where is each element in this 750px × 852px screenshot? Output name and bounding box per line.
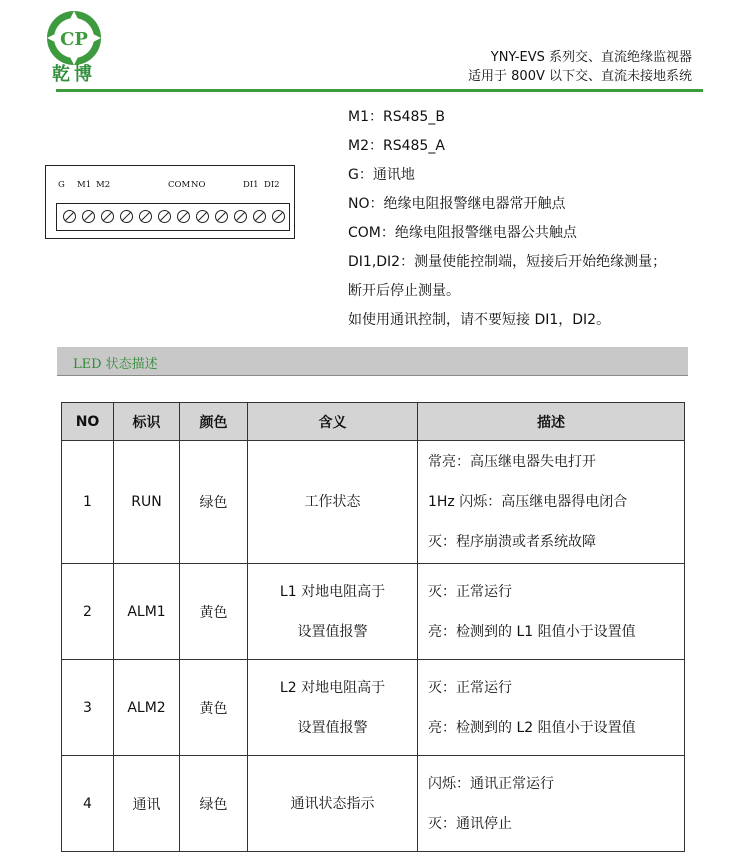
cell-no: 4 bbox=[62, 756, 114, 852]
meaning-line: 通讯状态指示 bbox=[290, 795, 375, 812]
col-header-meaning: 含义 bbox=[248, 403, 418, 441]
screw-icon bbox=[196, 210, 209, 223]
desc-line: 灭：正常运行 bbox=[428, 679, 512, 696]
document-header bbox=[468, 48, 692, 86]
screw-icon bbox=[101, 210, 114, 223]
meaning-line: L2 对地电阻高于 bbox=[279, 679, 386, 696]
table-row bbox=[62, 441, 685, 564]
meaning-line: 设置值报警 bbox=[297, 623, 368, 640]
col-header-no: NO bbox=[62, 403, 114, 441]
terminal-label-m1: M1 bbox=[77, 180, 92, 190]
cell-mark: ALM2 bbox=[114, 660, 180, 756]
pin-desc-com: COM：绝缘电阻报警继电器公共触点 bbox=[348, 225, 577, 241]
led-status-table bbox=[61, 402, 685, 852]
product-scope: 适用于 800V 以下交、直流未接地系统 bbox=[468, 69, 692, 84]
screw-icon bbox=[177, 210, 190, 223]
cell-meaning bbox=[248, 564, 418, 660]
logo-initials: CP bbox=[60, 29, 88, 50]
screw-icon bbox=[82, 210, 95, 223]
terminal-label-di2: DI2 bbox=[264, 180, 280, 190]
section-title: LED 状态描述 bbox=[73, 357, 158, 372]
screw-icon bbox=[253, 210, 266, 223]
cell-mark: 通讯 bbox=[114, 756, 180, 852]
cell-meaning bbox=[248, 660, 418, 756]
terminal-label-com: COM bbox=[168, 180, 191, 190]
desc-line: 亮：检测到的 L1 阻值小于设置值 bbox=[428, 623, 636, 640]
table-header-row bbox=[62, 403, 685, 441]
cell-desc bbox=[418, 441, 685, 564]
cell-desc bbox=[418, 756, 685, 852]
pin-desc-g: G：通讯地 bbox=[348, 167, 415, 183]
cell-color: 黄色 bbox=[180, 564, 248, 660]
screw-icon bbox=[215, 210, 228, 223]
brand-name: 乾博 bbox=[52, 64, 96, 85]
table-row bbox=[62, 564, 685, 660]
cell-no: 1 bbox=[62, 441, 114, 564]
terminal-label-g: G bbox=[58, 180, 65, 190]
cell-color: 绿色 bbox=[180, 441, 248, 564]
cell-color: 绿色 bbox=[180, 756, 248, 852]
screw-icon bbox=[120, 210, 133, 223]
desc-line: 灭：正常运行 bbox=[428, 583, 512, 600]
terminal-label-di1: DI1 bbox=[243, 180, 259, 190]
cell-no: 2 bbox=[62, 564, 114, 660]
pin-desc-di-cont: 断开后停止测量。 bbox=[348, 283, 460, 299]
pin-description-list bbox=[348, 103, 666, 335]
screw-icon bbox=[272, 210, 285, 223]
header-divider bbox=[56, 89, 703, 92]
pin-desc-m1: M1：RS485_B bbox=[348, 109, 445, 125]
cell-mark: ALM1 bbox=[114, 564, 180, 660]
cell-mark: RUN bbox=[114, 441, 180, 564]
table-row bbox=[62, 660, 685, 756]
product-line: YNY-EVS 系列交、直流绝缘监视器 bbox=[490, 50, 692, 65]
screw-icon bbox=[234, 210, 247, 223]
col-header-mark: 标识 bbox=[114, 403, 180, 441]
desc-line: 1Hz 闪烁：高压继电器得电闭合 bbox=[428, 494, 628, 510]
cell-desc bbox=[418, 660, 685, 756]
cell-desc bbox=[418, 564, 685, 660]
pin-note: 如使用通讯控制，请不要短接 DI1，DI2。 bbox=[348, 312, 611, 328]
screw-icon bbox=[63, 210, 76, 223]
pin-desc-m2: M2：RS485_A bbox=[348, 138, 445, 154]
desc-line: 常亮：高压继电器失电打开 bbox=[428, 454, 596, 470]
desc-line: 亮：检测到的 L2 阻值小于设置值 bbox=[428, 719, 636, 736]
cell-meaning bbox=[248, 756, 418, 852]
cell-color: 黄色 bbox=[180, 660, 248, 756]
col-header-color: 颜色 bbox=[180, 403, 248, 441]
meaning-line: L1 对地电阻高于 bbox=[279, 583, 386, 600]
meaning-line: 设置值报警 bbox=[297, 719, 368, 736]
section-header-bar bbox=[57, 347, 688, 376]
cell-meaning bbox=[248, 441, 418, 564]
desc-line: 灭：通讯停止 bbox=[428, 815, 512, 832]
terminal-label-no: NO bbox=[191, 180, 206, 190]
screw-icon bbox=[139, 210, 152, 223]
screw-icon bbox=[158, 210, 171, 223]
meaning-line: 工作状态 bbox=[304, 494, 361, 510]
desc-line: 闪烁：通讯正常运行 bbox=[428, 775, 554, 792]
cell-no: 3 bbox=[62, 660, 114, 756]
pin-desc-no: NO：绝缘电阻报警继电器常开触点 bbox=[348, 196, 566, 212]
table-row bbox=[62, 756, 685, 852]
desc-line: 灭：程序崩溃或者系统故障 bbox=[428, 534, 596, 550]
terminal-screw-row bbox=[56, 203, 290, 231]
col-header-desc: 描述 bbox=[418, 403, 685, 441]
pin-desc-di: DI1,DI2：测量使能控制端，短接后开始绝缘测量； bbox=[348, 254, 667, 270]
terminal-label-m2: M2 bbox=[96, 180, 111, 190]
